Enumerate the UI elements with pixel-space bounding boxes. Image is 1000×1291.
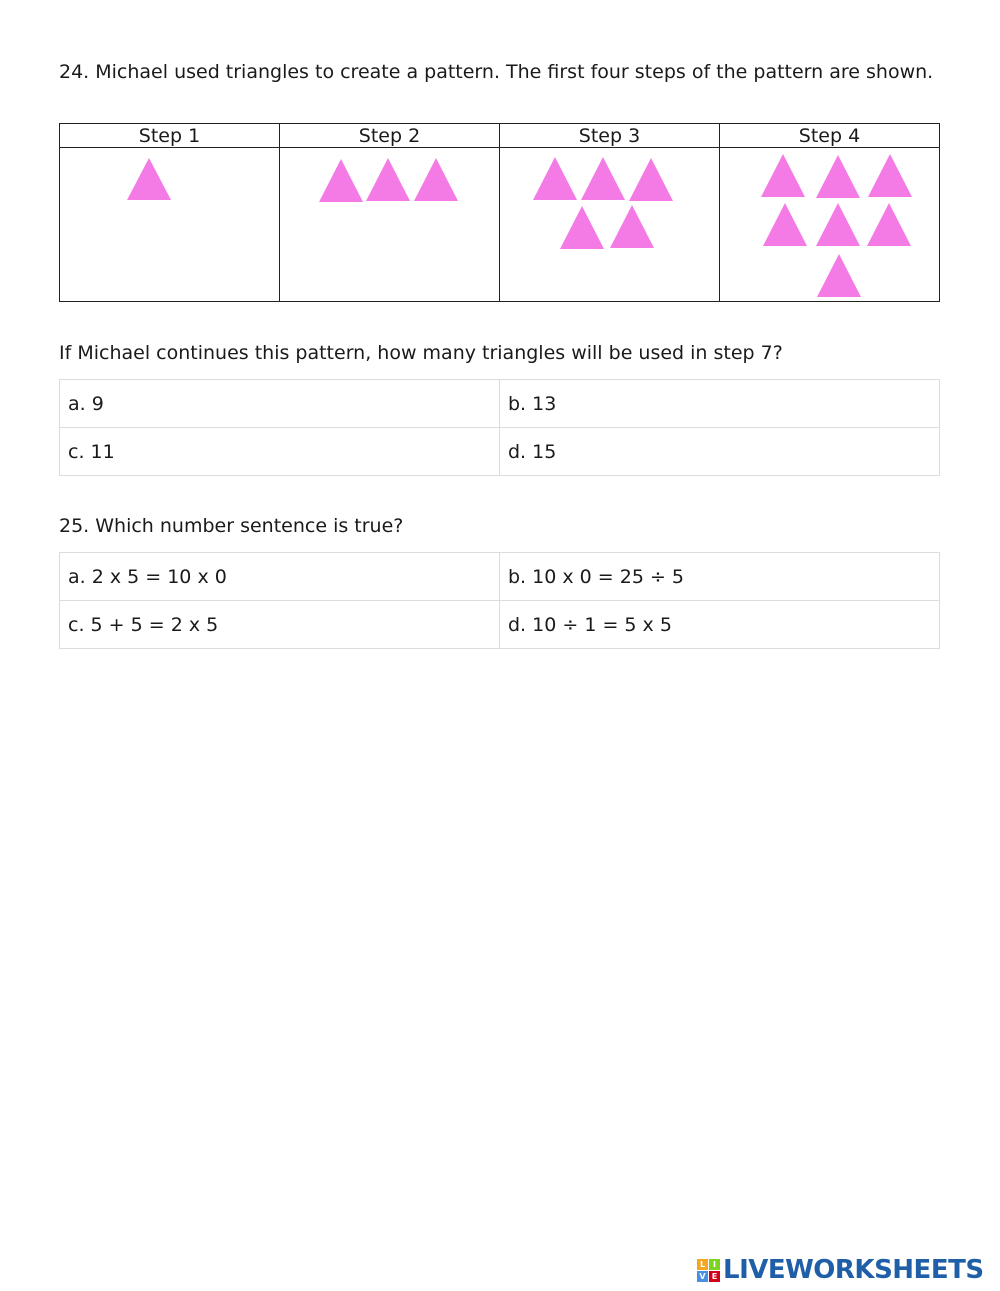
q25-choice-b[interactable]: b. 10 x 0 = 25 ÷ 5 bbox=[500, 553, 940, 601]
triangle-icon bbox=[560, 206, 604, 249]
step-2-figure bbox=[280, 148, 500, 302]
choice-row bbox=[60, 553, 940, 601]
step-3-figure bbox=[500, 148, 720, 302]
triangle-icon bbox=[816, 155, 860, 198]
step-1-header: Step 1 bbox=[60, 124, 280, 148]
q25-choice-a[interactable]: a. 2 x 5 = 10 x 0 bbox=[60, 553, 500, 601]
choice-row bbox=[60, 380, 940, 428]
logo-block-v: V bbox=[697, 1271, 708, 1282]
triangle-icon bbox=[817, 254, 861, 297]
q24-choice-a[interactable]: a. 9 bbox=[60, 380, 500, 428]
q24-choice-b[interactable]: b. 13 bbox=[500, 380, 940, 428]
triangle-icon bbox=[867, 203, 911, 246]
liveworksheets-logo bbox=[697, 1254, 984, 1286]
triangle-icon bbox=[414, 158, 458, 201]
step-4-figure bbox=[720, 148, 940, 302]
choice-row bbox=[60, 601, 940, 649]
step-3-triangles bbox=[500, 148, 719, 301]
question-24-followup: If Michael continues this pattern, how many triangles will be used in step 7? bbox=[59, 342, 783, 364]
triangle-icon bbox=[366, 158, 410, 201]
steps-figure-row bbox=[60, 148, 940, 302]
logo-block-e: E bbox=[709, 1271, 720, 1282]
logo-text: LIVEWORKSHEETS bbox=[723, 1255, 984, 1285]
triangle-icon bbox=[868, 154, 912, 197]
step-2-header: Step 2 bbox=[280, 124, 500, 148]
q25-choice-c[interactable]: c. 5 + 5 = 2 x 5 bbox=[60, 601, 500, 649]
triangle-icon bbox=[761, 154, 805, 197]
step-3-header: Step 3 bbox=[500, 124, 720, 148]
logo-blocks-icon bbox=[697, 1259, 720, 1282]
triangle-icon bbox=[533, 157, 577, 200]
pattern-steps-table bbox=[59, 123, 940, 302]
question-25-text: 25. Which number sentence is true? bbox=[59, 515, 404, 537]
step-4-header: Step 4 bbox=[720, 124, 940, 148]
q25-choice-d[interactable]: d. 10 ÷ 1 = 5 x 5 bbox=[500, 601, 940, 649]
q24-choice-d[interactable]: d. 15 bbox=[500, 428, 940, 476]
question-24-choices bbox=[59, 379, 940, 476]
q24-choice-c[interactable]: c. 11 bbox=[60, 428, 500, 476]
question-25-choices bbox=[59, 552, 940, 649]
step-1-figure bbox=[60, 148, 280, 302]
triangle-icon bbox=[319, 159, 363, 202]
triangle-icon bbox=[610, 205, 654, 248]
choice-row bbox=[60, 428, 940, 476]
steps-header-row bbox=[60, 124, 940, 148]
triangle-icon bbox=[816, 203, 860, 246]
triangle-icon bbox=[581, 157, 625, 200]
question-24-text: 24. Michael used triangles to create a pattern. The first four steps of the pattern are shown. bbox=[59, 61, 934, 83]
logo-block-l: L bbox=[697, 1259, 708, 1270]
triangle-icon bbox=[629, 158, 673, 201]
step-4-triangles bbox=[720, 148, 939, 301]
step-1-triangles bbox=[60, 148, 279, 301]
triangle-icon bbox=[127, 158, 171, 200]
step-2-triangles bbox=[280, 148, 499, 301]
triangle-icon bbox=[763, 203, 807, 246]
logo-block-i: I bbox=[709, 1259, 720, 1270]
